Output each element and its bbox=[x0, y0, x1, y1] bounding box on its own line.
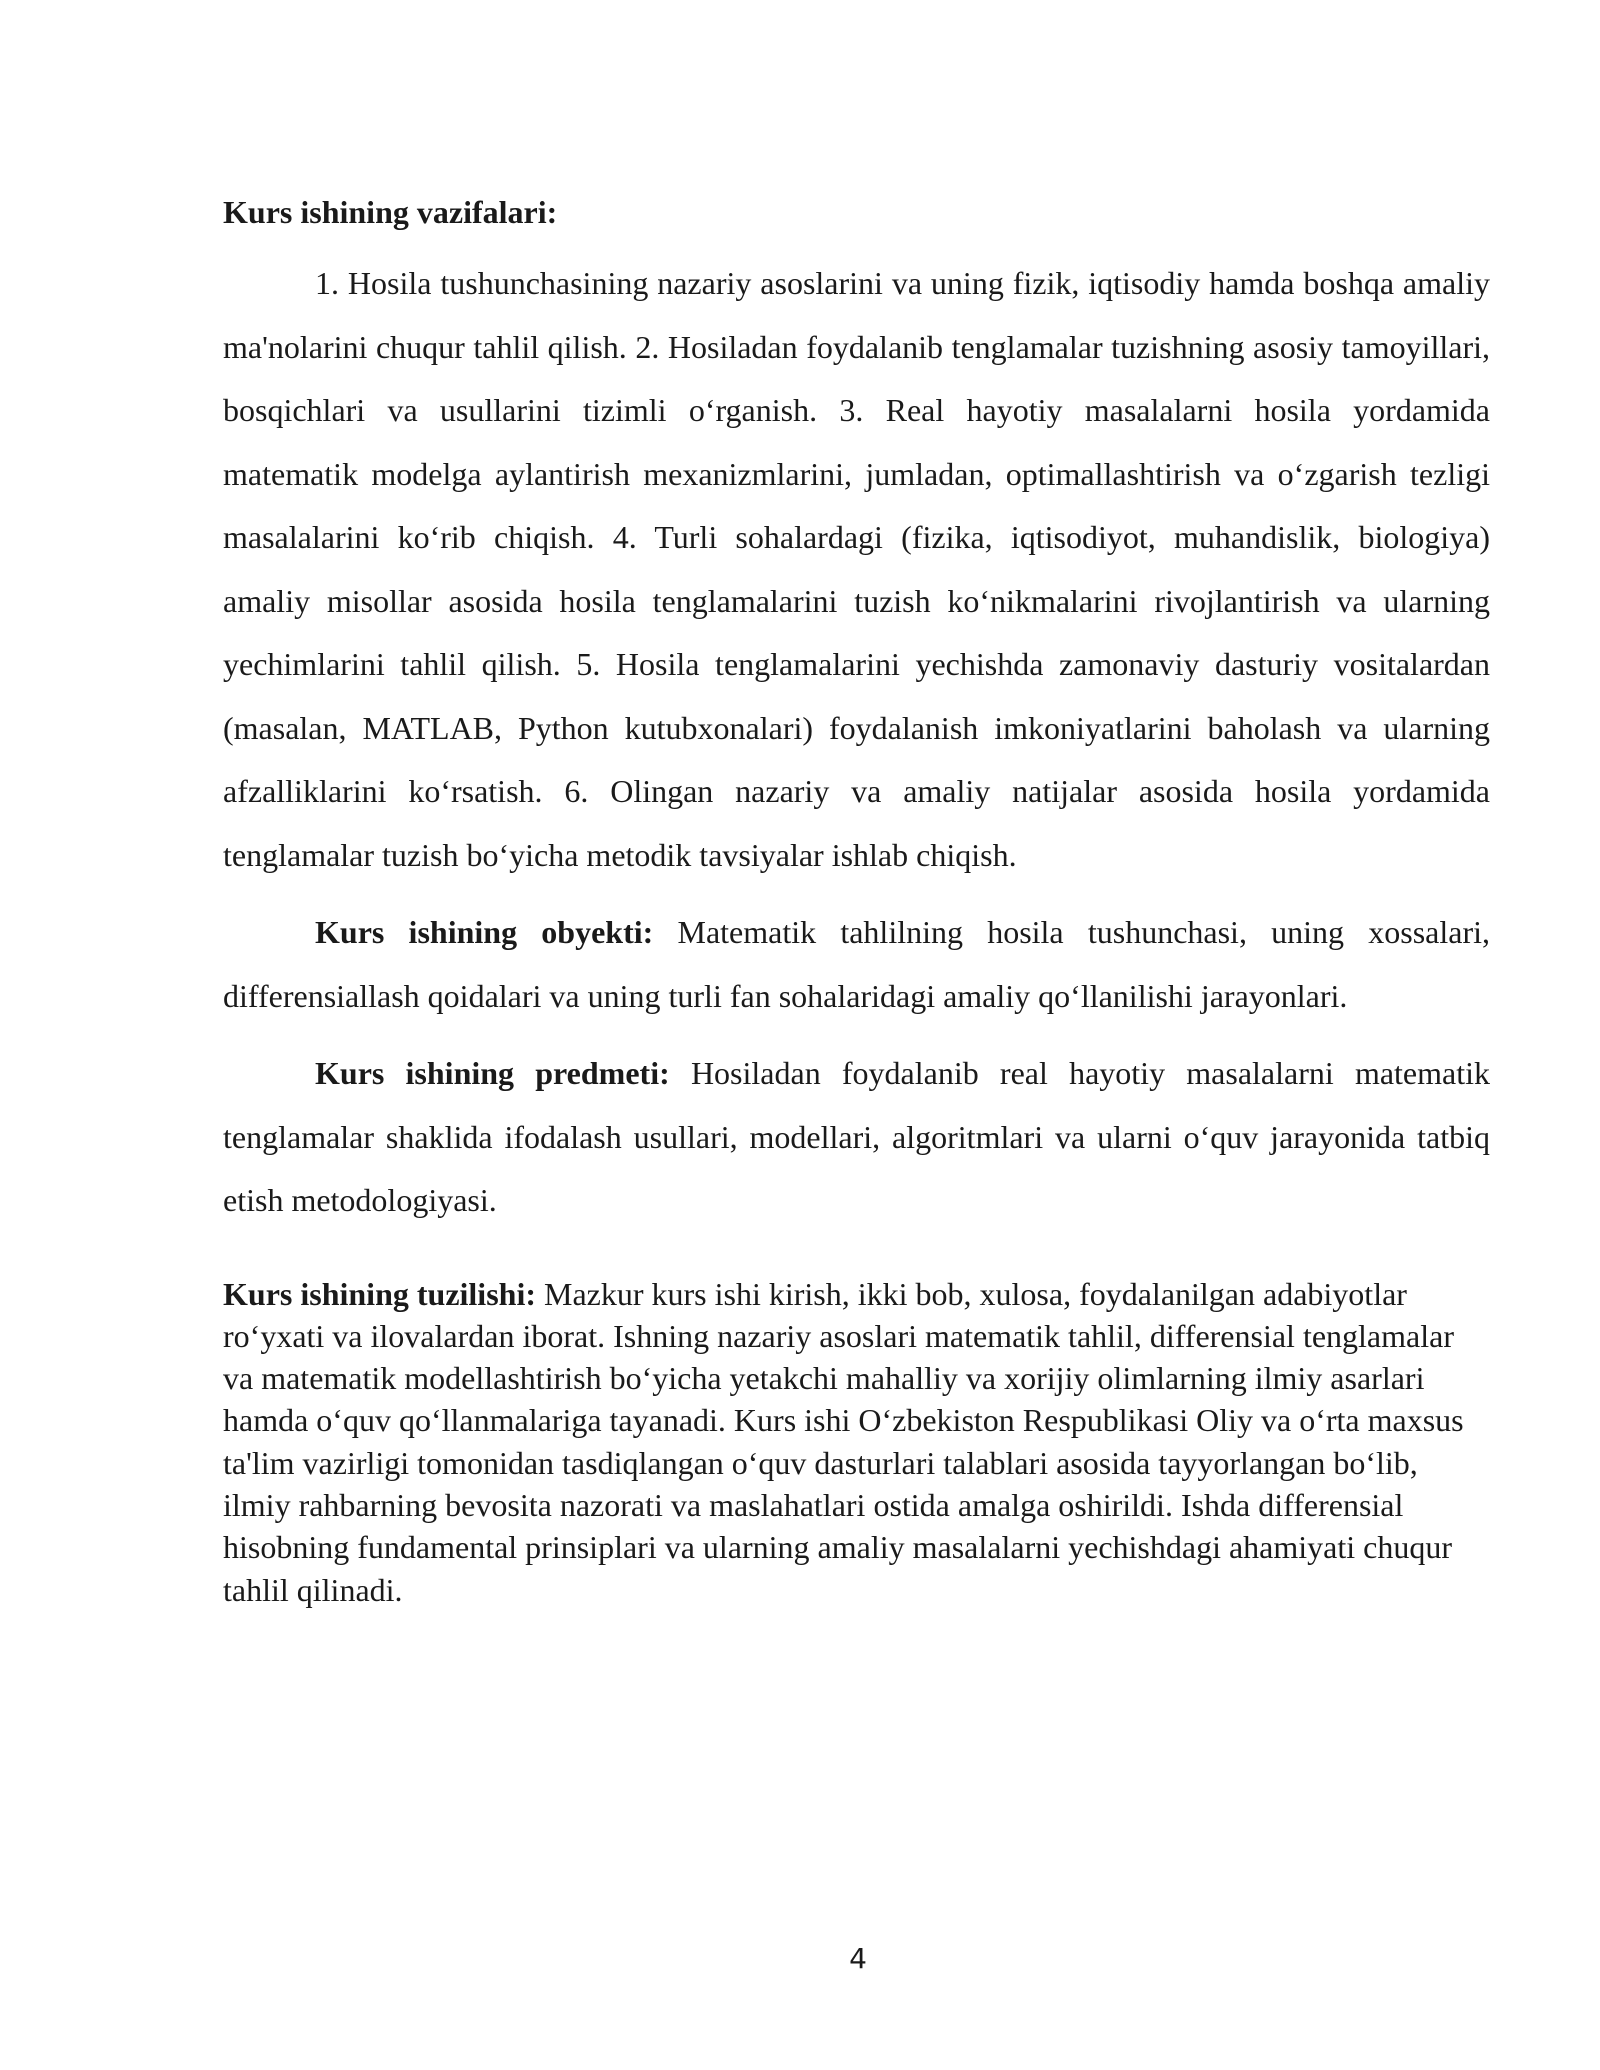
page-number: 4 bbox=[849, 1942, 867, 1975]
subject-paragraph bbox=[223, 1042, 1490, 1233]
tasks-heading: Kurs ishining vazifalari: bbox=[223, 194, 558, 230]
object-paragraph bbox=[223, 901, 1490, 1028]
object-label: Kurs ishining obyekti: bbox=[315, 914, 654, 950]
structure-label: Kurs ishining tuzilishi: bbox=[223, 1275, 536, 1312]
object-text: Matematik tahlilning hosila tushunchasi, uning xossalari, differensiallash qoidalari va uning turli fan sohalaridagi amaliy qo‘llanilishi jarayonlari. bbox=[223, 914, 1490, 1014]
tasks-paragraph: 1. Hosila tushunchasining nazariy asoslarini va uning fizik, iqtisodiy hamda boshqa amaliy ma'nolarini chuqur tahlil qilish. 2. Hosiladan foydalanib tenglamalar tuzishning asosiy tamoyillari, bosqichlari va usullarini tizimli o‘rganish. 3. Real hayotiy masalalarni hosila yordamida matematik modelga aylantirish mexanizmlarini, jumladan, optimallashtirish va o‘zgarish tezligi masalalarini ko‘rib chiqish. 4. Turli sohalardagi (fizika, iqtisodiyot, muhandislik, biologiya) amaliy misollar asosida hosila tenglamalarini tuzish ko‘nikmalarini rivojlantirish va ularning yechimlarini tahlil qilish. 5. Hosila tenglamalarini yechishda zamonaviy dasturiy vositalardan (masalan, MATLAB, Python kutubxonalari) foydalanish imkoniyatlarini baholash va ularning afzalliklarini ko‘rsatish. 6. Olingan nazariy va amaliy natijalar asosida hosila yordamida tenglamalar tuzish bo‘yicha metodik tavsiyalar ishlab chiqish. bbox=[223, 265, 1490, 873]
structure-text: Mazkur kurs ishi kirish, ikki bob, xulosa, foydalanilgan adabiyotlar ro‘yxati va ilovalardan iborat. Ishning nazariy asoslari matematik tahlil, differensial tenglamalar va matematik modellashtirish bo‘yicha yetakchi mahalliy va xorijiy olimlarning ilmiy asarlari hamda o‘quv qo‘llanmalariga tayanadi. Kurs ishi O‘zbekiston Respublikasi Oliy va o‘rta maxsus ta'lim vazirligi tomonidan tasdiqlangan o‘quv dasturlari talablari asosida tayyorlangan bo‘lib, ilmiy rahbarning bevosita nazorati va maslahatlari ostida amalga oshirildi. Ishda differensial hisobning fundamental prinsiplari va ularning amaliy masalalarni yechishdagi ahamiyati chuqur tahlil qilinadi. bbox=[223, 1275, 1464, 1608]
subject-label: Kurs ishining predmeti: bbox=[315, 1055, 670, 1091]
page-content bbox=[223, 186, 1490, 1611]
structure-paragraph bbox=[223, 1273, 1490, 1611]
subject-text: Hosiladan foydalanib real hayotiy masalalarni matematik tenglamalar shaklida ifodalash usullari, modellari, algoritmlari va ularni o‘quv jarayonida tatbiq etish metodologiyasi. bbox=[223, 1055, 1491, 1218]
